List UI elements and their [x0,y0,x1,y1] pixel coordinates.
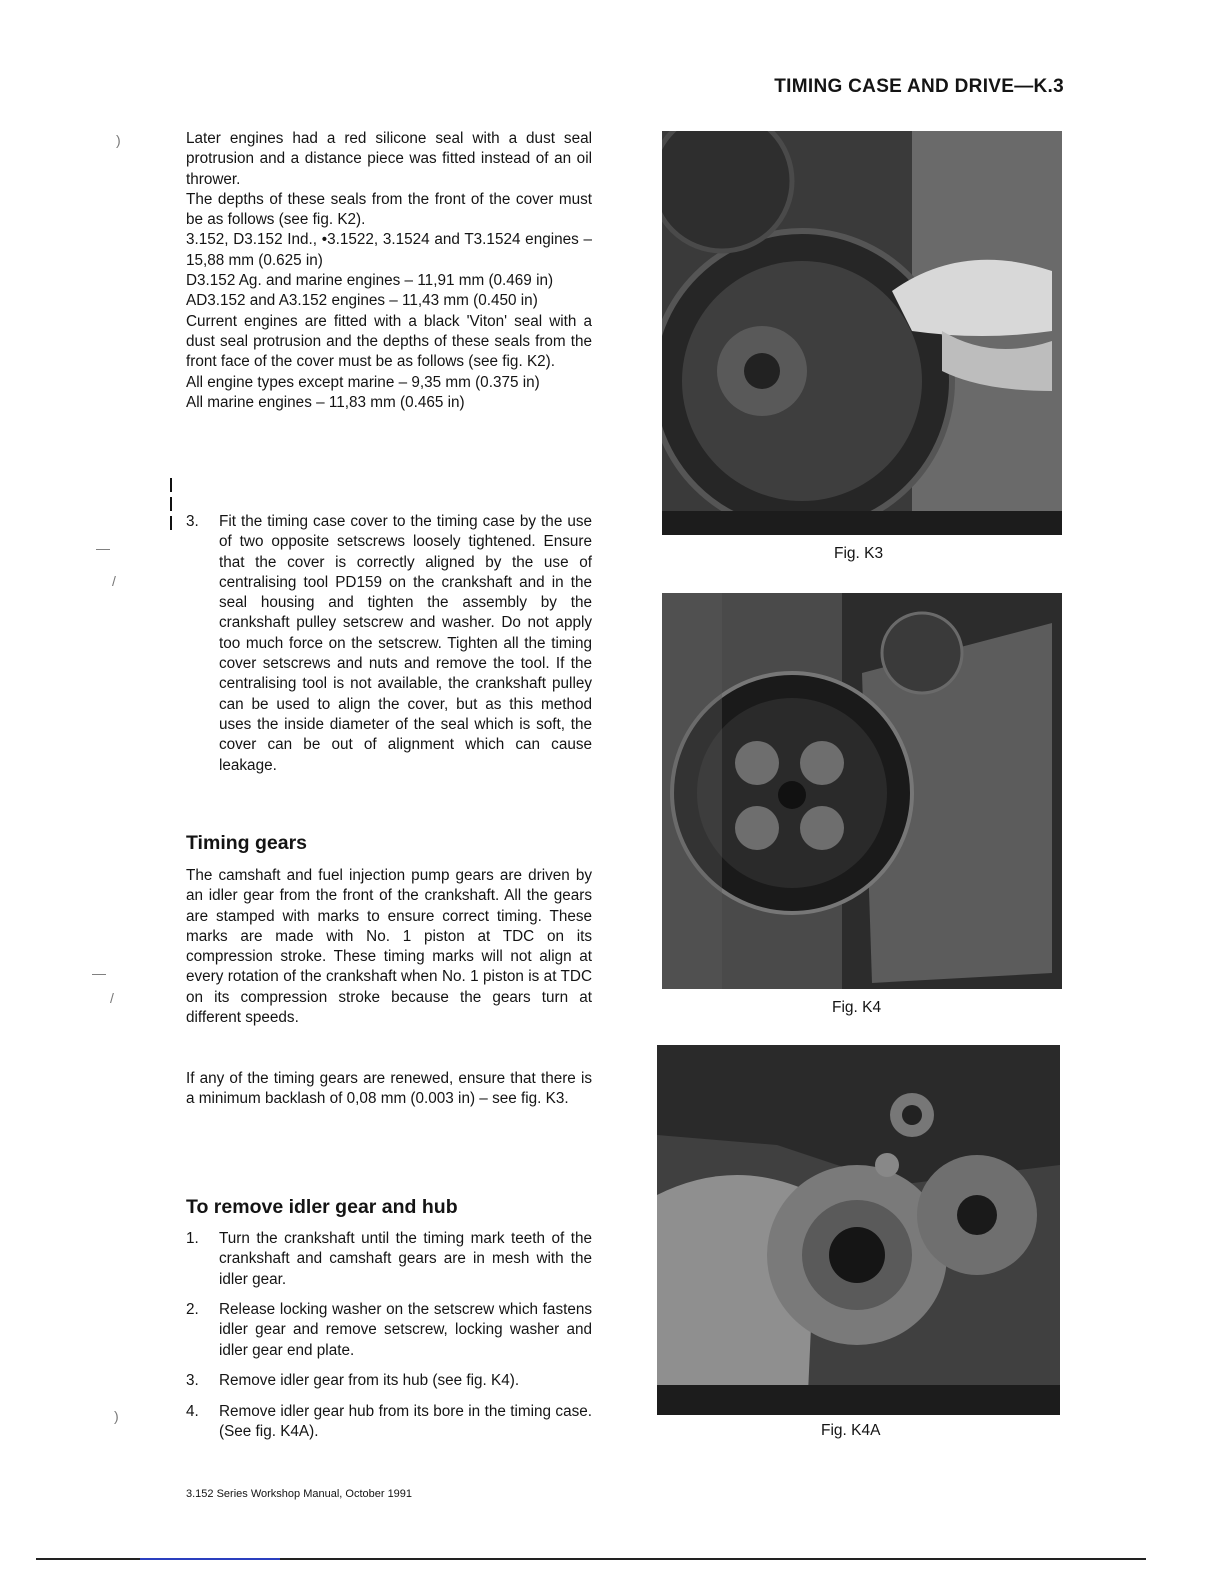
change-bar [170,478,172,492]
step-text: Remove idler gear hub from its bore in the timing case. (See fig. K4A). [219,1403,592,1441]
intro-line: All marine engines – 11,83 mm (0.465 in) [186,393,465,411]
timing-gears-para-2: If any of the timing gears are renewed, ensure that there is a minimum backlash of 0,08 mm (0.003 in) – see fig. K3. [186,1070,592,1108]
scan-mark: ) [114,1408,119,1424]
step-text: Release locking washer on the setscrew which fastens idler gear and remove setscrew, locking washer and idler gear end plate. [219,1301,592,1359]
figure-k4a-photo [657,1045,1060,1415]
intro-line: All engine types except marine – 9,35 mm (0.375 in) [186,373,540,391]
intro-line: Current engines are fitted with a black 'Viton' seal with a dust seal protrusion and the depths of these seals from the front face of the cover must be as follows (see fig. K2). [186,312,592,371]
timing-gears-heading: Timing gears [186,832,308,854]
figure-caption: Fig. K4A [821,1422,881,1439]
intro-line: 3.152, D3.152 Ind., •3.1522, 3.1524 and T3.1524 engines – 15,88 mm (0.625 in) [186,231,592,269]
figure-k4-photo [662,593,1062,989]
remove-idler-heading: To remove idler gear and hub [186,1196,458,1218]
figure-caption: Fig. K3 [834,545,884,562]
step-text: Fit the timing case cover to the timing case by the use of two opposite setscrews loosely tightened. Ensure that the cover is correctly aligned by the use of centralising tool PD159 on the crankshaft and in the seal housing and tighten the assembly by the crankshaft pulley setscrew and washer. Do not apply too much force on the setscrew. Tighten all the timing cover setscrews and nuts and remove the tool. If the centralising tool is not available, the crankshaft pulley can be used to align the cover, but as this method uses the inside diameter of the seal which is soft, the cover can be out of alignment which can cause leakage. [219,513,592,774]
timing-gears-para-1: The camshaft and fuel injection pump gears are driven by an idler gear from the front of the crankshaft. All the gears are stamped with marks to ensure correct timing. These marks are made with No. 1 piston at TDC on its compression stroke. These timing marks will not align at every rotation of the crankshaft when No. 1 piston is at TDC on its compression stroke because the gears turn at different speeds. [186,867,592,1027]
remove-step-2 [186,1300,592,1361]
intro-line: Later engines had a red silicone seal with a dust seal protrusion and a distance piece was fitted instead of an oil thrower. [186,130,592,188]
scan-mark: — [92,965,106,981]
remove-step-1 [186,1229,592,1290]
page-header-title: TIMING CASE AND DRIVE—K.3 [774,76,1064,97]
remove-step-4 [186,1402,592,1443]
step-number: 1. [186,1230,199,1247]
bottom-rule-accent [140,1558,280,1560]
step-text: Turn the crankshaft until the timing mark teeth of the crankshaft and camshaft gears are in mesh with the idler gear. [219,1230,592,1288]
scan-mark: ) [116,132,121,148]
scan-mark: — [96,540,110,556]
intro-line: The depths of these seals from the front of the cover must be as follows (see fig. K2). [186,190,592,229]
step-number: 2. [186,1301,199,1318]
intro-text-block [186,129,592,413]
step-3 [186,512,592,776]
scan-mark: / [112,573,116,589]
intro-line: D3.152 Ag. and marine engines – 11,91 mm (0.469 in) [186,272,554,290]
figure-k3-photo [662,131,1062,535]
step-number: 3. [186,1372,199,1389]
change-bar [170,516,172,530]
scan-mark: / [110,990,114,1006]
page-footer: 3.152 Series Workshop Manual, October 1991 [186,1488,413,1500]
remove-step-3 [186,1371,592,1391]
change-bar [170,497,172,511]
intro-line: AD3.152 and A3.152 engines – 11,43 mm (0.450 in) [186,292,538,310]
figure-caption: Fig. K4 [832,999,882,1016]
step-text: Remove idler gear from its hub (see fig. K4). [219,1372,520,1389]
step-number: 4. [186,1403,199,1420]
step-number: 3. [186,513,199,530]
